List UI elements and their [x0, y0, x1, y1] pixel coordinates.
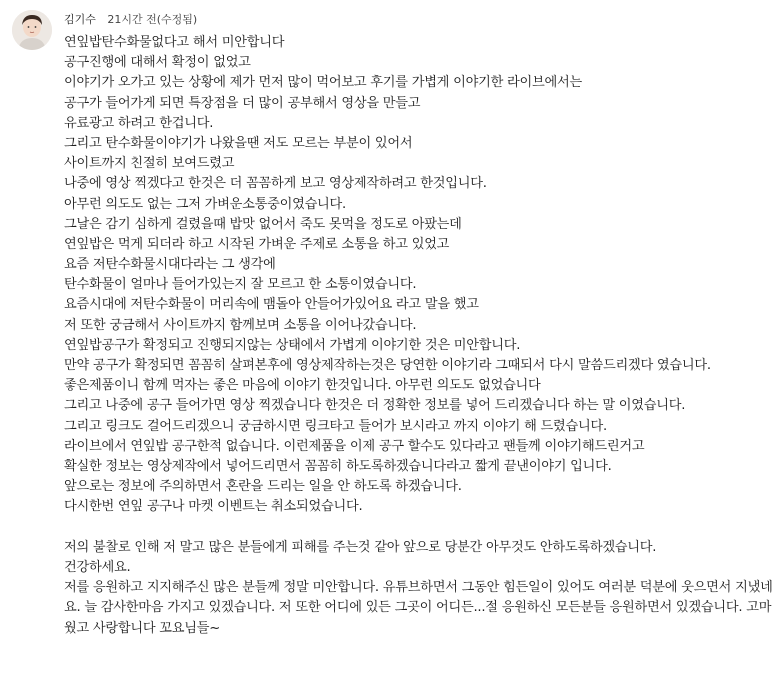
comment-text — [64, 33, 776, 639]
comment-line: 저를 응원하고 지지해주신 많은 분들께 정말 미안합니다. 유튜브하면서 그동안 힘든일이 있어도 여러분 덕분에 웃으면서 지냈네요. 늘 감사한마음 가지고 있겠습니다. 저 또한 어디에 있든 그곳이 어디든...절 응원하신 모든분들 응원하면서 있겠습니다. 고마웠고 사랑합니다 꼬요님들~ — [64, 580, 773, 636]
comment-line: 아무런 의도도 없는 그저 가벼운소통중이였습니다. — [64, 196, 346, 212]
comment-line: 연잎밥탄수화물없다고 해서 미안합니다 — [64, 35, 285, 50]
comment-line: 그리고 탄수화물이야기가 나왔을땐 저도 모르는 부분이 있어서 — [64, 135, 413, 151]
avatar[interactable] — [12, 10, 52, 50]
comment-line: 다시한번 연잎 공구나 마켓 이벤트는 취소되었습니다. — [64, 499, 363, 515]
comment-line: 이야기가 오가고 있는 상황에 제가 먼저 많이 먹어보고 후기를 가볍게 이야기한 라이브에서는 — [64, 75, 582, 91]
paragraph-spacer — [64, 518, 776, 538]
comment-line: 그날은 감기 심하게 걸렸을때 밥맛 없어서 죽도 못먹을 정도로 아팠는데 — [64, 216, 462, 232]
comment-line: 사이트까지 친절히 보여드렸고 — [64, 156, 235, 172]
comment-line: 건강하세요. — [64, 559, 131, 575]
comment-line: 요즘 저탄수화물시대다라는 그 생각에 — [64, 257, 276, 273]
comment-line: 나중에 영상 찍겠다고 한것은 더 꼼꼼하게 보고 영상제작하려고 한것입니다. — [64, 176, 487, 192]
comment-line: 그리고 링크도 걸어드리겠으니 궁금하시면 링크타고 들어가 보시라고 까지 이야기 해 드렸습니다. — [64, 418, 607, 434]
author-name[interactable]: 김기수 — [64, 13, 96, 26]
comment-line: 앞으로는 정보에 주의하면서 혼란을 드리는 일을 안 하도록 하겠습니다. — [64, 479, 462, 495]
comment-line: 연잎밥공구가 확정되고 진행되지않는 상태에서 가볍게 이야기한 것은 미안합니다. — [64, 337, 521, 353]
comment-line: 확실한 정보는 영상제작에서 넣어드리면서 꼼꼼히 하도록하겠습니다라고 짧게 끝낸이야기 입니다. — [64, 458, 612, 474]
comment-line: 좋은제품이니 함께 먹자는 좋은 마음에 이야기 한것입니다. 아무런 의도도 없었습니다 — [64, 378, 541, 394]
comment-line: 만약 공구가 확정되면 꼼꼼히 살펴본후에 영상제작하는것은 당연한 이야기라 그때되서 다시 말씀드리겠다 였습니다. — [64, 358, 711, 373]
comment-header — [64, 11, 197, 27]
avatar-image — [12, 10, 52, 50]
comment-line: 연잎밥은 먹게 되더라 하고 시작된 가벼운 주제로 소통을 하고 있었고 — [64, 236, 450, 252]
comment-line: 요즘시대에 저탄수화물이 머리속에 맴돌아 안들어가있어요 라고 말을 했고 — [64, 297, 479, 313]
comment-line: 탄수화물이 얼마나 들어가있는지 잘 모르고 한 소통이였습니다. — [64, 277, 417, 293]
comment-line: 저 또한 궁금해서 사이트까지 함께보며 소통을 이어나갔습니다. — [64, 317, 417, 333]
comment-line: 공구진행에 대해서 확정이 없었고 — [64, 55, 251, 71]
comment-timestamp[interactable]: 21시간 전(수정됨) — [107, 13, 198, 26]
comment-line: 공구가 들어가게 되면 특장점을 더 많이 공부해서 영상을 만들고 — [64, 95, 421, 111]
comment-line: 유료광고 하려고 한겁니다. — [64, 115, 214, 131]
comment-line: 라이브에서 연잎밥 공구한적 없습니다. 이런제품을 이제 공구 할수도 있다라고 팬들께 이야기해드린거고 — [64, 438, 645, 454]
comment-line: 저의 불찰로 인해 저 말고 많은 분들에게 피해를 주는것 같아 앞으로 당분간 아무것도 안하도록하겠습니다. — [64, 539, 657, 555]
comment-line: 그리고 나중에 공구 들어가면 영상 찍겠습니다 한것은 더 정확한 정보를 넣어 드리겠습니다 하는 말 이였습니다. — [64, 398, 686, 414]
